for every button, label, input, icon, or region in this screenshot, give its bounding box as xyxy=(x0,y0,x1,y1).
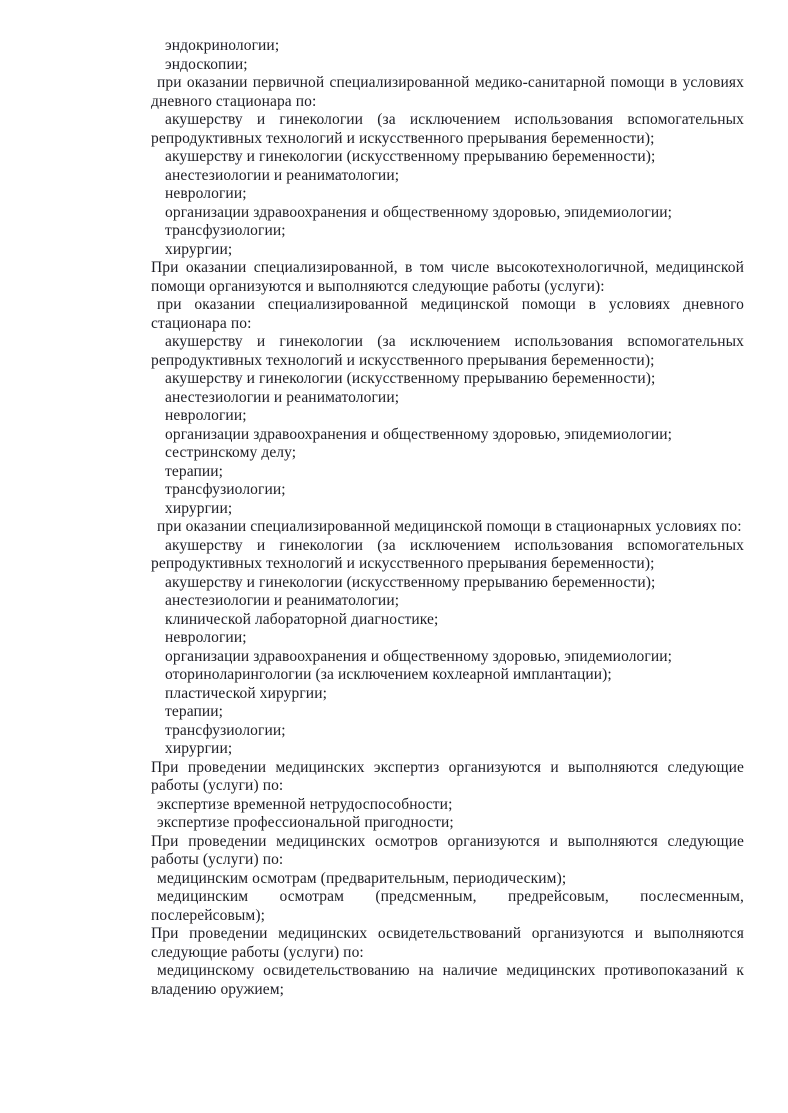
text-line: анестезиологии и реаниматологии; xyxy=(165,592,400,609)
paragraph xyxy=(151,888,744,925)
paragraph xyxy=(151,463,744,482)
paragraph xyxy=(151,759,744,796)
text-line: медицинскому освидетельствованию на наличие медицинских противопоказаний к xyxy=(157,962,744,979)
paragraph xyxy=(151,796,744,815)
paragraph xyxy=(151,592,744,611)
paragraph xyxy=(151,185,744,204)
text-line: неврологии; xyxy=(165,407,247,424)
paragraph xyxy=(151,204,744,223)
paragraph xyxy=(151,481,744,500)
paragraph xyxy=(151,444,744,463)
text-line: акушерству и гинекологии (за исключением использования вспомогательных xyxy=(165,536,744,554)
paragraph xyxy=(151,925,744,962)
text-line: При проведении медицинских освидетельствований организуются и выполняются xyxy=(151,925,744,942)
text-line: организации здравоохранения и общественному здоровью, эпидемиологии; xyxy=(165,425,673,443)
text-line: акушерству и гинекологии (искусственному прерыванию беременности); xyxy=(165,573,656,591)
text-line: оториноларингологии (за исключением кохлеарной имплантации); xyxy=(165,666,612,683)
paragraph xyxy=(151,389,744,408)
text-line: анестезиологии и реаниматологии; xyxy=(165,166,400,184)
text-line: акушерству и гинекологии (за исключением использования вспомогательных xyxy=(165,333,744,350)
text-line: дневного стационара по: xyxy=(151,92,317,110)
text-line: При оказании специализированной, в том числе высокотехнологичной, медицинской xyxy=(151,259,744,276)
text-line: работы (услуги) по: xyxy=(151,777,284,794)
text-line: медицинским осмотрам (предварительным, периодическим); xyxy=(157,869,567,887)
text-line: терапии; xyxy=(165,462,224,480)
paragraph xyxy=(151,518,744,537)
text-line: акушерству и гинекологии (искусственному прерыванию беременности); xyxy=(165,370,656,387)
paragraph xyxy=(151,370,744,389)
text-line: при оказании первичной специализированной медико-санитарной помощи в условиях xyxy=(157,74,744,91)
text-line: акушерству и гинекологии (за исключением использования вспомогательных xyxy=(165,111,744,128)
text-line: репродуктивных технологий и искусственного прерывания беременности); xyxy=(151,555,655,572)
paragraph xyxy=(151,722,744,741)
text-line: репродуктивных технологий и искусственного прерывания беременности); xyxy=(151,351,655,369)
paragraph xyxy=(151,111,744,148)
text-line: анестезиологии и реаниматологии; xyxy=(165,388,400,406)
paragraph xyxy=(151,962,744,999)
text-line: терапии; xyxy=(165,703,224,720)
text-line: репродуктивных технологий и искусственного прерывания беременности); xyxy=(151,129,655,147)
text-line: организации здравоохранения и общественному здоровью, эпидемиологии; xyxy=(165,647,673,665)
text-line: трансфузиологии; xyxy=(165,222,286,239)
text-line: При проведении медицинских осмотров организуются и выполняются следующие xyxy=(151,832,744,850)
text-line: при оказании специализированной медицинской помощи в стационарных условиях по: xyxy=(157,518,742,535)
paragraph xyxy=(151,611,744,630)
paragraph xyxy=(151,259,744,296)
paragraph xyxy=(151,74,744,111)
text-line: акушерству и гинекологии (искусственному прерыванию беременности); xyxy=(165,148,656,165)
paragraph xyxy=(151,833,744,870)
text-line: пластической хирургии; xyxy=(165,684,328,702)
paragraph xyxy=(151,241,744,260)
text-line: неврологии; xyxy=(165,185,247,202)
text-line: стационара по: xyxy=(151,314,252,332)
text-line: хирургии; xyxy=(165,740,233,757)
paragraph xyxy=(151,629,744,648)
paragraph xyxy=(151,407,744,426)
paragraph xyxy=(151,574,744,593)
text-line: эндокринологии; xyxy=(165,37,280,54)
paragraph xyxy=(151,167,744,186)
paragraph xyxy=(151,648,744,667)
text-line: неврологии; xyxy=(165,629,247,646)
text-line: экспертизе профессиональной пригодности; xyxy=(157,814,454,831)
paragraph xyxy=(151,666,744,685)
paragraph xyxy=(151,222,744,241)
text-line: следующие работы (услуги) по: xyxy=(151,943,364,961)
text-line: клинической лабораторной диагностике; xyxy=(165,610,439,628)
paragraph xyxy=(151,814,744,833)
text-line: экспертизе временной нетрудоспособности; xyxy=(157,795,453,813)
paragraph xyxy=(151,37,744,56)
paragraph xyxy=(151,333,744,370)
text-line: при оказании специализированной медицинской помощи в условиях дневного xyxy=(157,296,744,313)
paragraph xyxy=(151,56,744,75)
text-line: помощи организуются и выполняются следующие работы (услуги): xyxy=(151,277,605,295)
document-body xyxy=(151,37,744,999)
paragraph xyxy=(151,296,744,333)
paragraph xyxy=(151,148,744,167)
text-line: организации здравоохранения и общественному здоровью, эпидемиологии; xyxy=(165,203,673,221)
text-line: трансфузиологии; xyxy=(165,721,286,739)
text-line: хирургии; xyxy=(165,240,233,258)
paragraph xyxy=(151,703,744,722)
paragraph xyxy=(151,537,744,574)
text-line: трансфузиологии; xyxy=(165,481,286,498)
text-line: эндоскопии; xyxy=(165,55,248,73)
text-line: медицинским осмотрам (предсменным, предрейсовым, послесменным, xyxy=(157,888,744,905)
text-line: владению оружием; xyxy=(151,980,285,998)
text-line: послерейсовым); xyxy=(151,906,265,924)
text-line: хирургии; xyxy=(165,499,233,517)
paragraph xyxy=(151,870,744,889)
paragraph xyxy=(151,685,744,704)
paragraph xyxy=(151,426,744,445)
paragraph xyxy=(151,740,744,759)
text-line: При проведении медицинских экспертиз организуются и выполняются следующие xyxy=(151,758,744,776)
paragraph xyxy=(151,500,744,519)
text-line: работы (услуги) по: xyxy=(151,851,284,868)
text-line: сестринскому делу; xyxy=(165,444,297,461)
